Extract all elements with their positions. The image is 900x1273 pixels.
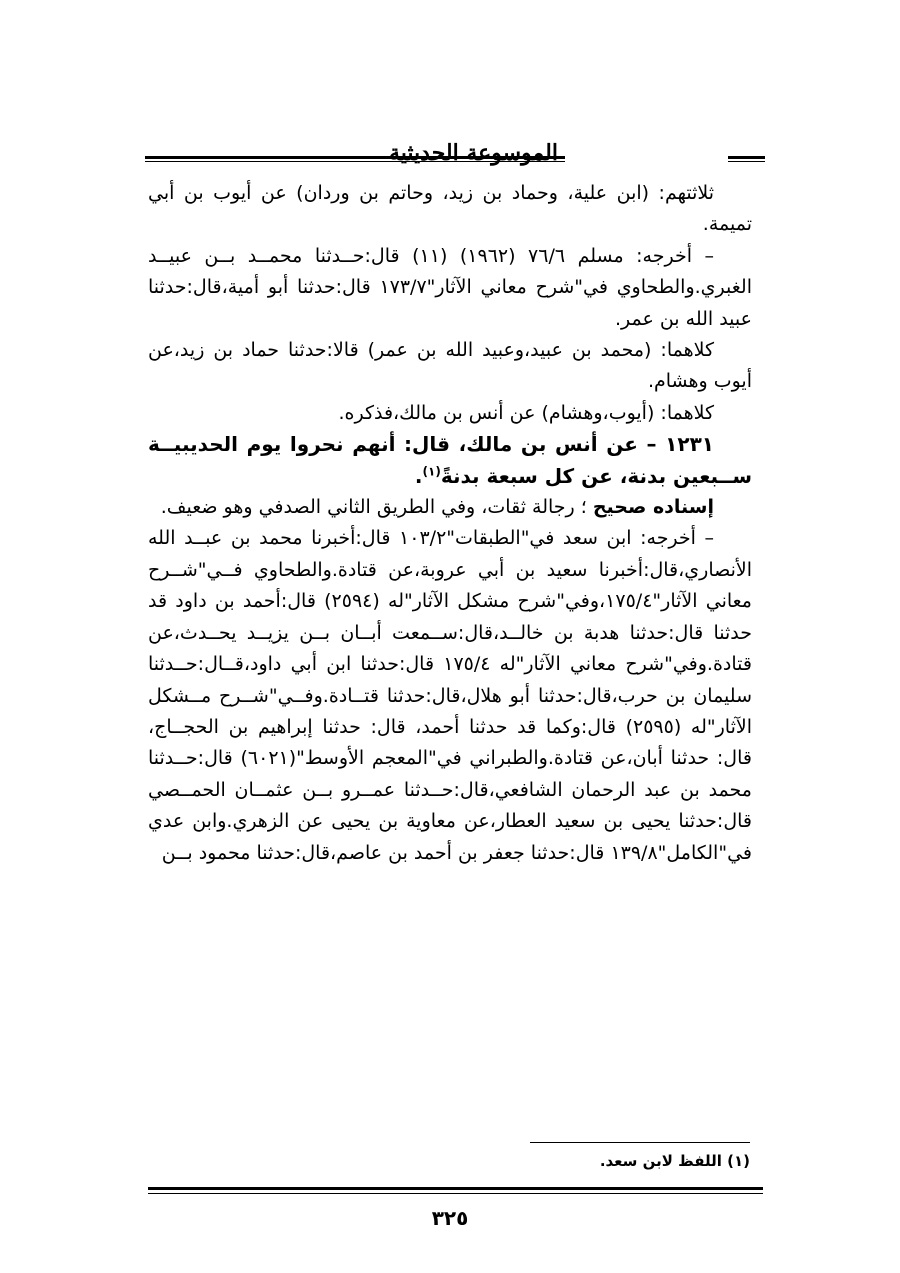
header-title: الموسوعة الحديثية — [388, 140, 558, 166]
paragraph-chain-1: ثلاثتهم: (ابن علية، وحماد بن زيد، وحاتم بن وردان) عن أيوب بن أبي تميمة. — [148, 182, 752, 236]
footer-rule-thin — [148, 1193, 763, 1194]
isnad-text: ؛ رجالة ثقات، وفي الطريق الثاني الصدفي وهو ضعيف. — [160, 496, 593, 519]
paragraph-chain-3: كلاهما: (أيوب،وهشام) عن أنس بن مالك،فذكره. — [338, 401, 714, 424]
main-text — [148, 178, 752, 869]
page-number: ٣٢٥ — [431, 1206, 469, 1230]
paragraph-takhrij-ibn-saad: – أخرجه: ابن سعد في"الطبقات"١٠٣/٢ قال:أخبرنا محمد بن عبــد الله الأنصاري،قال:أخبرنا سعيد بن أبي عروبة،عن قتادة.والطحاوي فــي"شــرح معاني الآثار"١٧٥/٤،وفي"شرح مشكل الآثار"له (٢٥٩٤) قال:أحمد بن داود قد حدثنا قال:حدثنا هدبة بن خالــد،قال:ســمعت أبــان بــن يزيــد يحــدث،عن قتادة.وفي"شرح معاني الآثار"له ١٧٥/٤ قال:حدثنا ابن أبي داود،قــال:حــدثنا سليمان بن حرب،قال:حدثنا أبو هلال،قال:حدثنا قتــادة.وفــي"شــرح مــشكل الآثار"له (٢٥٩٥) قال:وكما قد حدثنا أحمد، قال: حدثنا إبراهيم بن الحجــاج، قال: حدثنا أبان،عن قتادة.والطبراني في"المعجم الأوسط"(٦٠٢١) قال:حــدثنا محمد بن عبد الرحمان الشافعي،قال:حــدثنا عمــرو بــن عثمــان الحمــصي قال:حدثنا يحيى بن سعيد العطار،عن معاوية بن يحيى عن الزهري.وابن عدي في"الكامل"١٣٩/٨ قال:حدثنا جعفر بن أحمد بن عاصم،قال:حدثنا محمود بــن — [148, 527, 752, 864]
footnote-ref: (١) — [422, 464, 441, 478]
isnad-label: إسناده صحيح — [592, 496, 714, 519]
paragraph-chain-2: كلاهما: (محمد بن عبيد،وعبيد الله بن عمر) قالا:حدثنا حماد بن زيد،عن أيوب وهشام. — [148, 339, 752, 393]
hadith-1231 — [148, 429, 752, 492]
hadith-text: ١٢٣١ – عن أنس بن مالك، قال: أنهم نحروا يوم الحديبيــة ســبعين بدنة، عن كل سبعة بدنةً — [148, 432, 752, 488]
running-header — [145, 138, 765, 172]
footer-rule — [148, 1187, 763, 1190]
header-rule-right — [728, 156, 765, 159]
hadith-end: . — [414, 463, 423, 488]
footnote: (١) اللفظ لابن سعد. — [599, 1152, 750, 1170]
isnad-paragraph — [148, 492, 752, 523]
header-rule-right-thin — [728, 161, 765, 162]
paragraph-takhrij-muslim: – أخرجه: مسلم ٧٦/٦ (١٩٦٢) (١١) قال:حــدثنا محمــد بــن عبيــد الغبري.والطحاوي في"شرح معاني الآثار"١٧٣/٧ قال:حدثنا أبو أمية،قال:حدثنا عبيد الله بن عمر. — [148, 244, 752, 330]
footnote-separator — [530, 1142, 750, 1143]
